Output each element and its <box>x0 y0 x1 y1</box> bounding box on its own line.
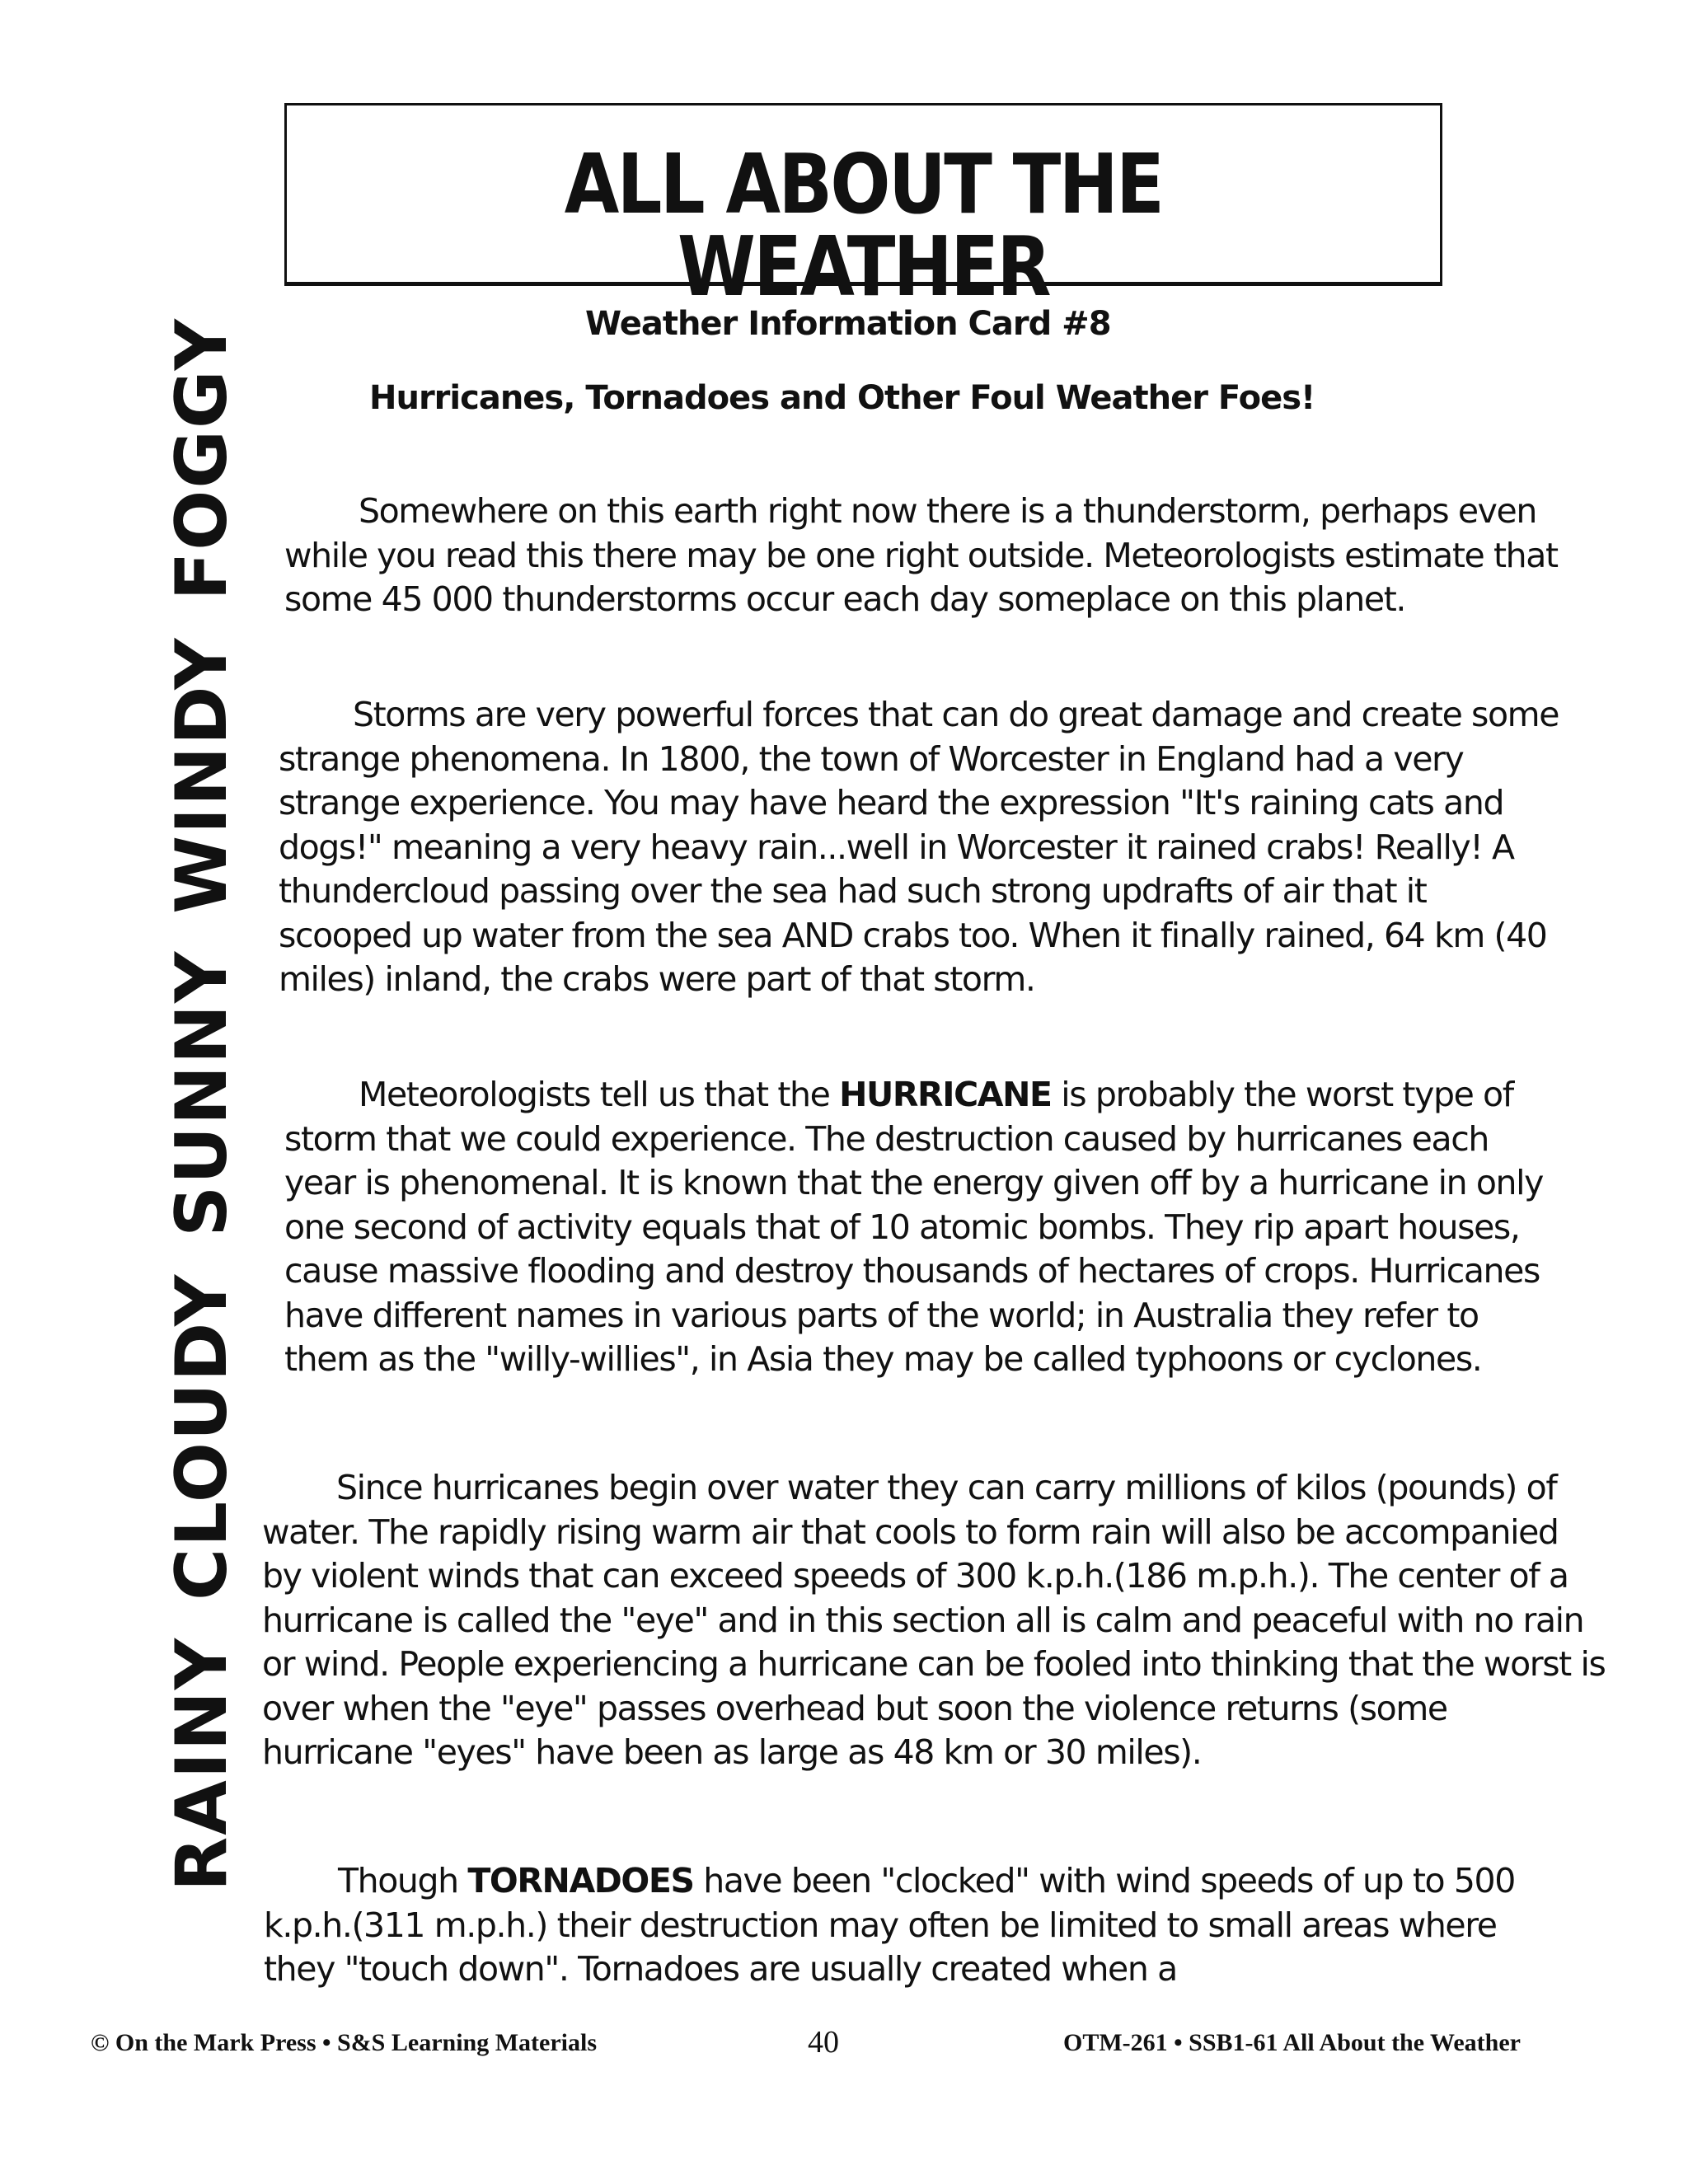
sidebar-word-foggy: FOGGY <box>161 317 243 601</box>
title-box <box>284 103 1442 315</box>
card-subheading: Hurricanes, Tornadoes and Other Foul Weather Foes! <box>369 379 1315 417</box>
sidebar-words <box>161 284 243 1924</box>
sidebar-word-sunny: SUNNY <box>161 949 243 1237</box>
sidebar-word-rainy: RAINY <box>161 1636 243 1891</box>
paragraph-text: Meteorologists tell us that the <box>359 1075 840 1114</box>
paragraph-hurricane-eye: Since hurricanes begin over water they can carry millions of kilos (pounds) of water. The rapidly rising warm air that cools to form rain will also be accompanied by violent winds that can exceed speeds of 300 k.p.h.(186 m.p.h.). The center of a hurricane is called the "eye" and in this section all is calm and peaceful with no rain or wind. People experiencing a hurricane can be fooled into thinking that the worst is over when the "eye" passes overhead but soon the violence returns (some hurricane "eyes" have been as large as 48 km or 30 miles). <box>262 1468 1606 1772</box>
paragraph-text: is probably the worst type of storm that we could experience. The destruction caused by hurricanes each year is phenomenal. It is known that the energy given off by a hurricane in only one second of activity equals that of 10 atomic bombs. They rip apart houses, cause massive flooding and destroy thousands of hectares of crops. Hurricanes have different names in various parts of the world; in Australia they refer to them as the "willy-willies", in Asia they may be called typhoons or cyclones. <box>284 1075 1543 1379</box>
weather-words-sidebar <box>157 284 247 1924</box>
card-heading: Weather Information Card #8 <box>585 305 1111 343</box>
paragraph-worcester-crabs: Storms are very powerful forces that can do great damage and create some strange phenomena. In 1800, the town of Worcester in England had a very strange experience. You may have heard the expression "It's raining cats and dogs!" meaning a very heavy rain...well in Worcester it rained crabs! Really! A thundercloud passing over the sea had such strong updrafts of air that it scooped up water from the sea AND crabs too. When it finally rained, 64 km (40 miles) inland, the crabs were part of that storm. <box>279 695 1559 999</box>
sidebar-word-cloudy: CLOUDY <box>161 1272 243 1601</box>
keyword-tornadoes: TORNADOES <box>467 1861 694 1900</box>
sidebar-word-windy: WINDY <box>161 636 243 914</box>
paragraph-thunderstorms: Somewhere on this earth right now there is a thunderstorm, perhaps even while you read this there may be one right outside. Meteorologists estimate that some 45 000 thunderstorms occur each day someplace on this planet. <box>284 491 1558 619</box>
footer-product-code: OTM-261 • SSB1-61 All About the Weather <box>1063 2029 1521 2056</box>
page-title: ALL ABOUT THE WEATHER <box>564 136 1163 315</box>
page-number: 40 <box>808 2025 839 2060</box>
paragraph-hurricane <box>284 1073 1545 1382</box>
keyword-hurricane: HURRICANE <box>839 1075 1052 1114</box>
footer-publisher: © On the Mark Press • S&S Learning Materials <box>91 2029 597 2056</box>
paragraph-text: have been "clocked" with wind speeds of up to 500 k.p.h.(311 m.p.h.) their destruction may often be limited to small areas where they "touch down". Tornadoes are usually created when a <box>264 1861 1515 1989</box>
paragraph-tornadoes <box>264 1859 1558 1992</box>
paragraph-text: Though <box>338 1861 468 1900</box>
